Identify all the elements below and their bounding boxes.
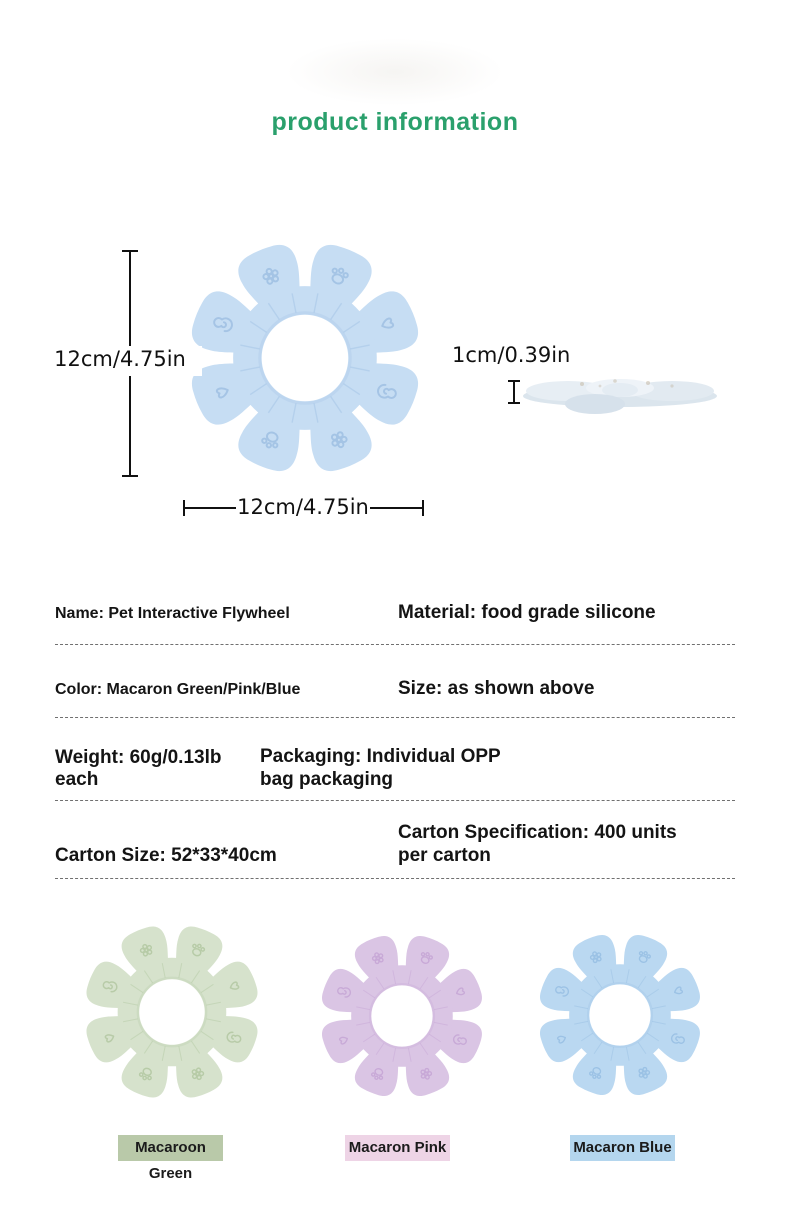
spec-material: Material: food grade silicone: [398, 602, 656, 623]
variant-image-macaroon-green: [79, 919, 265, 1105]
product-image-front-view: [182, 235, 428, 481]
variant-image-macaron-pink: [315, 929, 489, 1103]
height-dimension-cap-bottom: [122, 475, 138, 477]
variant-badge-macaron-blue: Macaron Blue: [570, 1135, 675, 1161]
width-dimension-cap-right: [422, 500, 424, 516]
spec-weight: Weight: 60g/0.13lb each: [55, 747, 222, 790]
spec-packaging: [260, 745, 735, 791]
spec-carton-size: Carton Size: 52*33*40cm: [55, 845, 277, 866]
variant-badge-macaroon-green: Macaroon Green: [118, 1135, 223, 1161]
thickness-dimension-line: [513, 381, 515, 404]
height-dimension-cap-top: [122, 250, 138, 252]
spec-carton-specification-text: Carton Specification: 400 units per carton: [398, 822, 677, 866]
spec-row-carton: [55, 801, 735, 879]
spec-row-color-size: [55, 645, 735, 718]
product-image-side-view: [520, 366, 725, 418]
height-dimension-label: 12cm/4.75in: [38, 346, 202, 376]
spec-name: Name: Pet Interactive Flywheel: [55, 605, 290, 622]
page-title: product information: [271, 108, 519, 136]
thickness-dimension-cap-bottom: [508, 402, 520, 404]
spec-carton-specification: [398, 821, 735, 867]
thickness-dimension-label: 1cm/0.39in: [452, 342, 582, 370]
spec-table: [55, 577, 735, 879]
spec-packaging-text: Packaging: Individual OPP bag packaging: [260, 746, 501, 790]
width-dimension-cap-left: [183, 500, 185, 516]
spec-color: Color: Macaron Green/Pink/Blue: [55, 681, 301, 698]
thickness-dimension-cap-top: [508, 380, 520, 382]
watermark-ghost: [285, 38, 505, 106]
variant-image-macaron-blue: [533, 928, 707, 1102]
spec-row-weight-packaging: [55, 718, 735, 801]
variant-badge-macaron-pink: Macaron Pink: [345, 1135, 450, 1161]
spec-row-name-material: [55, 577, 735, 645]
spec-size: Size: as shown above: [398, 678, 595, 699]
width-dimension-label: 12cm/4.75in: [236, 494, 370, 522]
